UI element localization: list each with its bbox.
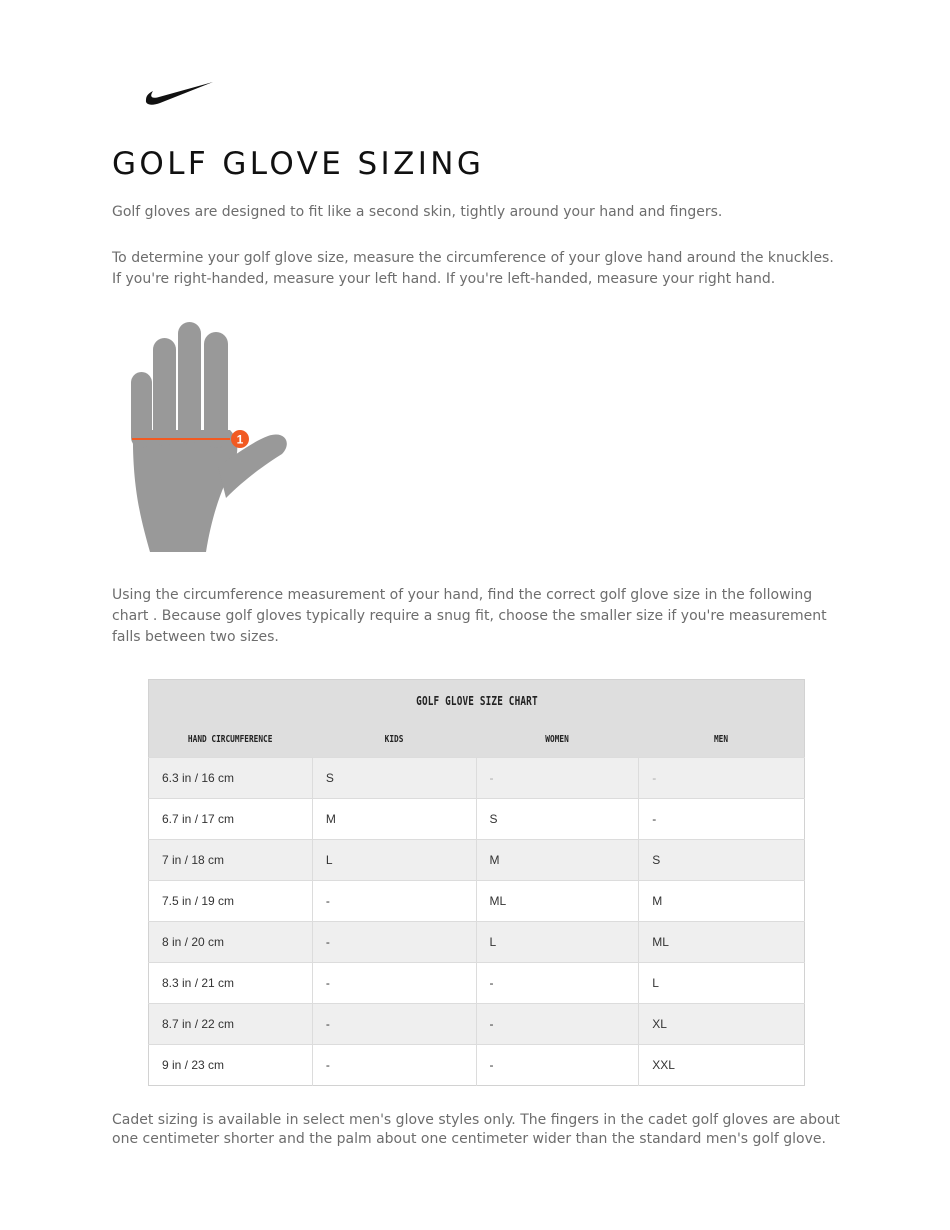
- table-row: [149, 922, 805, 963]
- men-size-cell: S: [639, 840, 805, 881]
- column-header-men: MEN: [639, 722, 805, 758]
- hand-circumference-cell: 6.7 in / 17 cm: [149, 799, 313, 840]
- kids-size-cell: M: [312, 799, 476, 840]
- intro-paragraph: Golf gloves are designed to fit like a second skin, tightly around your hand and fingers.: [112, 204, 723, 220]
- kids-size-cell: L: [312, 840, 476, 881]
- hand-circumference-cell: 7.5 in / 19 cm: [149, 881, 313, 922]
- table-row: [149, 881, 805, 922]
- men-size-cell: L: [639, 963, 805, 1004]
- hand-circumference-cell: 8.7 in / 22 cm: [149, 1004, 313, 1045]
- women-size-cell: -: [476, 1004, 639, 1045]
- women-size-cell: M: [476, 840, 639, 881]
- size-chart-title: GOLF GLOVE SIZE CHART: [149, 680, 805, 723]
- table-row: [149, 840, 805, 881]
- women-size-cell: L: [476, 922, 639, 963]
- hand-circumference-cell: 9 in / 23 cm: [149, 1045, 313, 1086]
- hand-measurement-icon: [126, 318, 296, 558]
- kids-size-cell: -: [312, 963, 476, 1004]
- kids-size-cell: -: [312, 1004, 476, 1045]
- kids-size-cell: -: [312, 881, 476, 922]
- men-size-cell: XL: [639, 1004, 805, 1045]
- column-header-hand-circumference: HAND CIRCUMFERENCE: [149, 722, 313, 758]
- nike-swoosh-icon: [144, 78, 214, 108]
- hand-circumference-cell: 7 in / 18 cm: [149, 840, 313, 881]
- measurement-marker-label: 1: [236, 432, 244, 447]
- women-size-cell: -: [476, 963, 639, 1004]
- men-size-cell: -: [639, 758, 805, 799]
- column-header-women: WOMEN: [476, 722, 639, 758]
- page-title: GOLF GLOVE SIZING: [112, 146, 485, 182]
- men-size-cell: -: [639, 799, 805, 840]
- women-size-cell: ML: [476, 881, 639, 922]
- women-size-cell: S: [476, 799, 639, 840]
- measuring-instructions: To determine your golf glove size, measure the circumference of your glove hand around the knuckles. If you're right-handed, measure your left hand. If you're left-handed, measure your right hand.: [112, 250, 834, 287]
- men-size-cell: ML: [639, 922, 805, 963]
- kids-size-cell: S: [312, 758, 476, 799]
- women-size-cell: -: [476, 758, 639, 799]
- hand-circumference-cell: 8.3 in / 21 cm: [149, 963, 313, 1004]
- column-header-kids: KIDS: [312, 722, 476, 758]
- women-size-cell: -: [476, 1045, 639, 1086]
- kids-size-cell: -: [312, 1045, 476, 1086]
- table-row: [149, 963, 805, 1004]
- hand-circumference-cell: 6.3 in / 16 cm: [149, 758, 313, 799]
- men-size-cell: M: [639, 881, 805, 922]
- chart-instructions: Using the circumference measurement of your hand, find the correct golf glove size in the following chart . Because golf gloves typically require a snug fit, choose the smaller size if you're measurement falls between two sizes.: [112, 587, 827, 645]
- table-row: [149, 758, 805, 799]
- cadet-sizing-note: Cadet sizing is available in select men's glove styles only. The fingers in the cadet golf gloves are about one centimeter shorter and the palm about one centimeter wider than the standard men's golf glove.: [112, 1112, 840, 1147]
- hand-circumference-cell: 8 in / 20 cm: [149, 922, 313, 963]
- table-row: [149, 799, 805, 840]
- kids-size-cell: -: [312, 922, 476, 963]
- men-size-cell: XXL: [639, 1045, 805, 1086]
- size-chart-table: [148, 679, 805, 1086]
- table-row: [149, 1045, 805, 1086]
- table-row: [149, 1004, 805, 1045]
